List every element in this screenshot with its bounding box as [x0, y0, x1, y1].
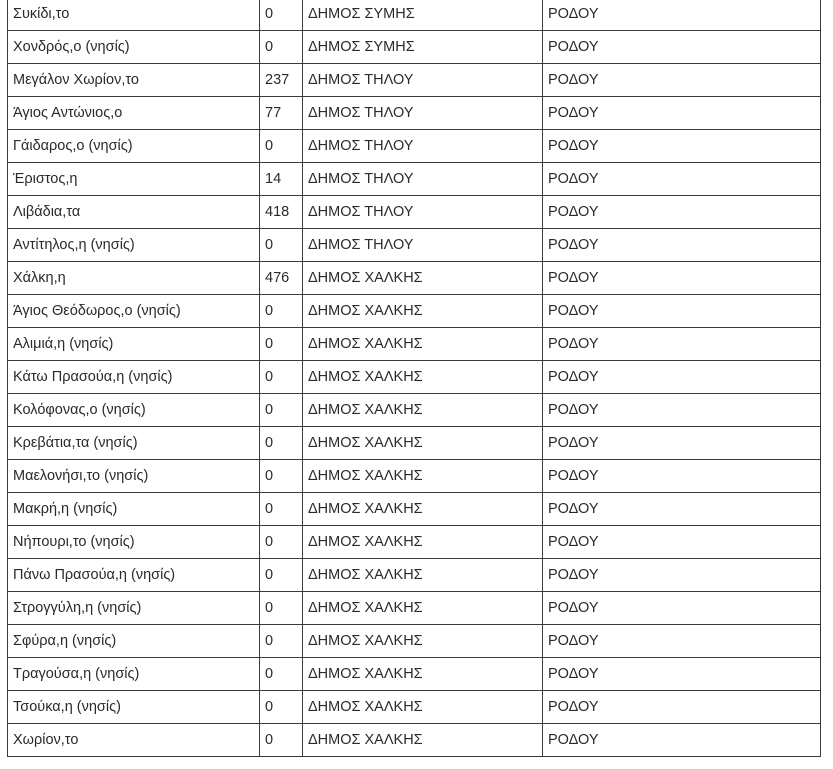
settlement-name-cell: Πάνω Πρασούα,η (νησίς)	[8, 559, 260, 592]
settlement-name-cell: Χονδρός,ο (νησίς)	[8, 31, 260, 64]
municipality-cell: ΔΗΜΟΣ ΧΑΛΚΗΣ	[303, 625, 543, 658]
table-row	[8, 658, 821, 691]
settlement-name-cell: Κολόφονας,ο (νησίς)	[8, 394, 260, 427]
population-cell: 0	[260, 691, 303, 724]
table-row	[8, 0, 821, 31]
municipality-cell: ΔΗΜΟΣ ΧΑΛΚΗΣ	[303, 592, 543, 625]
population-cell: 0	[260, 394, 303, 427]
prefecture-cell: ΡΟΔΟΥ	[543, 229, 821, 262]
table-body	[8, 0, 821, 757]
table-row	[8, 724, 821, 757]
population-cell: 14	[260, 163, 303, 196]
settlement-name-cell: Τραγούσα,η (νησίς)	[8, 658, 260, 691]
municipality-cell: ΔΗΜΟΣ ΤΗΛΟΥ	[303, 130, 543, 163]
prefecture-cell: ΡΟΔΟΥ	[543, 64, 821, 97]
municipality-cell: ΔΗΜΟΣ ΤΗΛΟΥ	[303, 64, 543, 97]
table-row	[8, 427, 821, 460]
prefecture-cell: ΡΟΔΟΥ	[543, 625, 821, 658]
table-row	[8, 361, 821, 394]
settlement-name-cell: Άγιος Θεόδωρος,ο (νησίς)	[8, 295, 260, 328]
prefecture-cell: ΡΟΔΟΥ	[543, 196, 821, 229]
settlement-name-cell: Αλιμιά,η (νησίς)	[8, 328, 260, 361]
population-cell: 0	[260, 0, 303, 31]
population-cell: 0	[260, 460, 303, 493]
table-row	[8, 295, 821, 328]
population-cell: 0	[260, 130, 303, 163]
settlement-name-cell: Χάλκη,η	[8, 262, 260, 295]
table-row	[8, 394, 821, 427]
municipality-cell: ΔΗΜΟΣ ΤΗΛΟΥ	[303, 163, 543, 196]
population-cell: 0	[260, 625, 303, 658]
table-row	[8, 196, 821, 229]
prefecture-cell: ΡΟΔΟΥ	[543, 361, 821, 394]
settlement-name-cell: Κάτω Πρασούα,η (νησίς)	[8, 361, 260, 394]
settlement-name-cell: Κρεβάτια,τα (νησίς)	[8, 427, 260, 460]
population-cell: 0	[260, 31, 303, 64]
population-cell: 0	[260, 295, 303, 328]
settlement-name-cell: Γάιδαρος,ο (νησίς)	[8, 130, 260, 163]
population-cell: 237	[260, 64, 303, 97]
table-row	[8, 559, 821, 592]
prefecture-cell: ΡΟΔΟΥ	[543, 658, 821, 691]
table-row	[8, 526, 821, 559]
settlement-name-cell: Χωρίον,το	[8, 724, 260, 757]
municipality-cell: ΔΗΜΟΣ ΧΑΛΚΗΣ	[303, 262, 543, 295]
prefecture-cell: ΡΟΔΟΥ	[543, 460, 821, 493]
prefecture-cell: ΡΟΔΟΥ	[543, 295, 821, 328]
prefecture-cell: ΡΟΔΟΥ	[543, 328, 821, 361]
municipality-cell: ΔΗΜΟΣ ΣΥΜΗΣ	[303, 31, 543, 64]
prefecture-cell: ΡΟΔΟΥ	[543, 163, 821, 196]
table-row	[8, 163, 821, 196]
settlement-name-cell: Έριστος,η	[8, 163, 260, 196]
population-cell: 0	[260, 328, 303, 361]
population-cell: 0	[260, 493, 303, 526]
prefecture-cell: ΡΟΔΟΥ	[543, 262, 821, 295]
table-row	[8, 97, 821, 130]
municipality-cell: ΔΗΜΟΣ ΧΑΛΚΗΣ	[303, 361, 543, 394]
settlement-name-cell: Νήπουρι,το (νησίς)	[8, 526, 260, 559]
population-cell: 77	[260, 97, 303, 130]
population-cell: 0	[260, 559, 303, 592]
municipality-cell: ΔΗΜΟΣ ΧΑΛΚΗΣ	[303, 427, 543, 460]
prefecture-cell: ΡΟΔΟΥ	[543, 526, 821, 559]
prefecture-cell: ΡΟΔΟΥ	[543, 130, 821, 163]
prefecture-cell: ΡΟΔΟΥ	[543, 559, 821, 592]
settlement-name-cell: Αντίτηλος,η (νησίς)	[8, 229, 260, 262]
population-cell: 0	[260, 658, 303, 691]
table-row	[8, 691, 821, 724]
population-cell: 0	[260, 526, 303, 559]
settlement-name-cell: Μεγάλον Χωρίον,το	[8, 64, 260, 97]
settlement-name-cell: Τσούκα,η (νησίς)	[8, 691, 260, 724]
population-cell: 0	[260, 724, 303, 757]
settlement-name-cell: Σφύρα,η (νησίς)	[8, 625, 260, 658]
settlement-name-cell: Μαελονήσι,το (νησίς)	[8, 460, 260, 493]
settlements-table	[7, 0, 821, 757]
table-row	[8, 130, 821, 163]
prefecture-cell: ΡΟΔΟΥ	[543, 691, 821, 724]
population-cell: 0	[260, 592, 303, 625]
table-row	[8, 64, 821, 97]
municipality-cell: ΔΗΜΟΣ ΧΑΛΚΗΣ	[303, 394, 543, 427]
prefecture-cell: ΡΟΔΟΥ	[543, 427, 821, 460]
prefecture-cell: ΡΟΔΟΥ	[543, 493, 821, 526]
municipality-cell: ΔΗΜΟΣ ΧΑΛΚΗΣ	[303, 724, 543, 757]
settlement-name-cell: Λιβάδια,τα	[8, 196, 260, 229]
municipality-cell: ΔΗΜΟΣ ΤΗΛΟΥ	[303, 229, 543, 262]
municipality-cell: ΔΗΜΟΣ ΤΗΛΟΥ	[303, 196, 543, 229]
table-row	[8, 460, 821, 493]
population-cell: 476	[260, 262, 303, 295]
prefecture-cell: ΡΟΔΟΥ	[543, 592, 821, 625]
municipality-cell: ΔΗΜΟΣ ΧΑΛΚΗΣ	[303, 691, 543, 724]
prefecture-cell: ΡΟΔΟΥ	[543, 97, 821, 130]
municipality-cell: ΔΗΜΟΣ ΧΑΛΚΗΣ	[303, 658, 543, 691]
prefecture-cell: ΡΟΔΟΥ	[543, 724, 821, 757]
settlement-name-cell: Συκίδι,το	[8, 0, 260, 31]
settlement-name-cell: Μακρή,η (νησίς)	[8, 493, 260, 526]
population-cell: 0	[260, 427, 303, 460]
municipality-cell: ΔΗΜΟΣ ΧΑΛΚΗΣ	[303, 295, 543, 328]
municipality-cell: ΔΗΜΟΣ ΧΑΛΚΗΣ	[303, 526, 543, 559]
municipality-cell: ΔΗΜΟΣ ΣΥΜΗΣ	[303, 0, 543, 31]
municipality-cell: ΔΗΜΟΣ ΧΑΛΚΗΣ	[303, 559, 543, 592]
population-cell: 0	[260, 229, 303, 262]
municipality-cell: ΔΗΜΟΣ ΧΑΛΚΗΣ	[303, 460, 543, 493]
table-row	[8, 493, 821, 526]
prefecture-cell: ΡΟΔΟΥ	[543, 31, 821, 64]
population-cell: 0	[260, 361, 303, 394]
population-cell: 418	[260, 196, 303, 229]
prefecture-cell: ΡΟΔΟΥ	[543, 0, 821, 31]
table-row	[8, 229, 821, 262]
municipality-cell: ΔΗΜΟΣ ΧΑΛΚΗΣ	[303, 328, 543, 361]
settlement-name-cell: Άγιος Αντώνιος,ο	[8, 97, 260, 130]
settlement-name-cell: Στρογγύλη,η (νησίς)	[8, 592, 260, 625]
table-row	[8, 592, 821, 625]
municipality-cell: ΔΗΜΟΣ ΧΑΛΚΗΣ	[303, 493, 543, 526]
prefecture-cell: ΡΟΔΟΥ	[543, 394, 821, 427]
table-row	[8, 31, 821, 64]
table-row	[8, 262, 821, 295]
municipality-cell: ΔΗΜΟΣ ΤΗΛΟΥ	[303, 97, 543, 130]
table-row	[8, 328, 821, 361]
table-row	[8, 625, 821, 658]
